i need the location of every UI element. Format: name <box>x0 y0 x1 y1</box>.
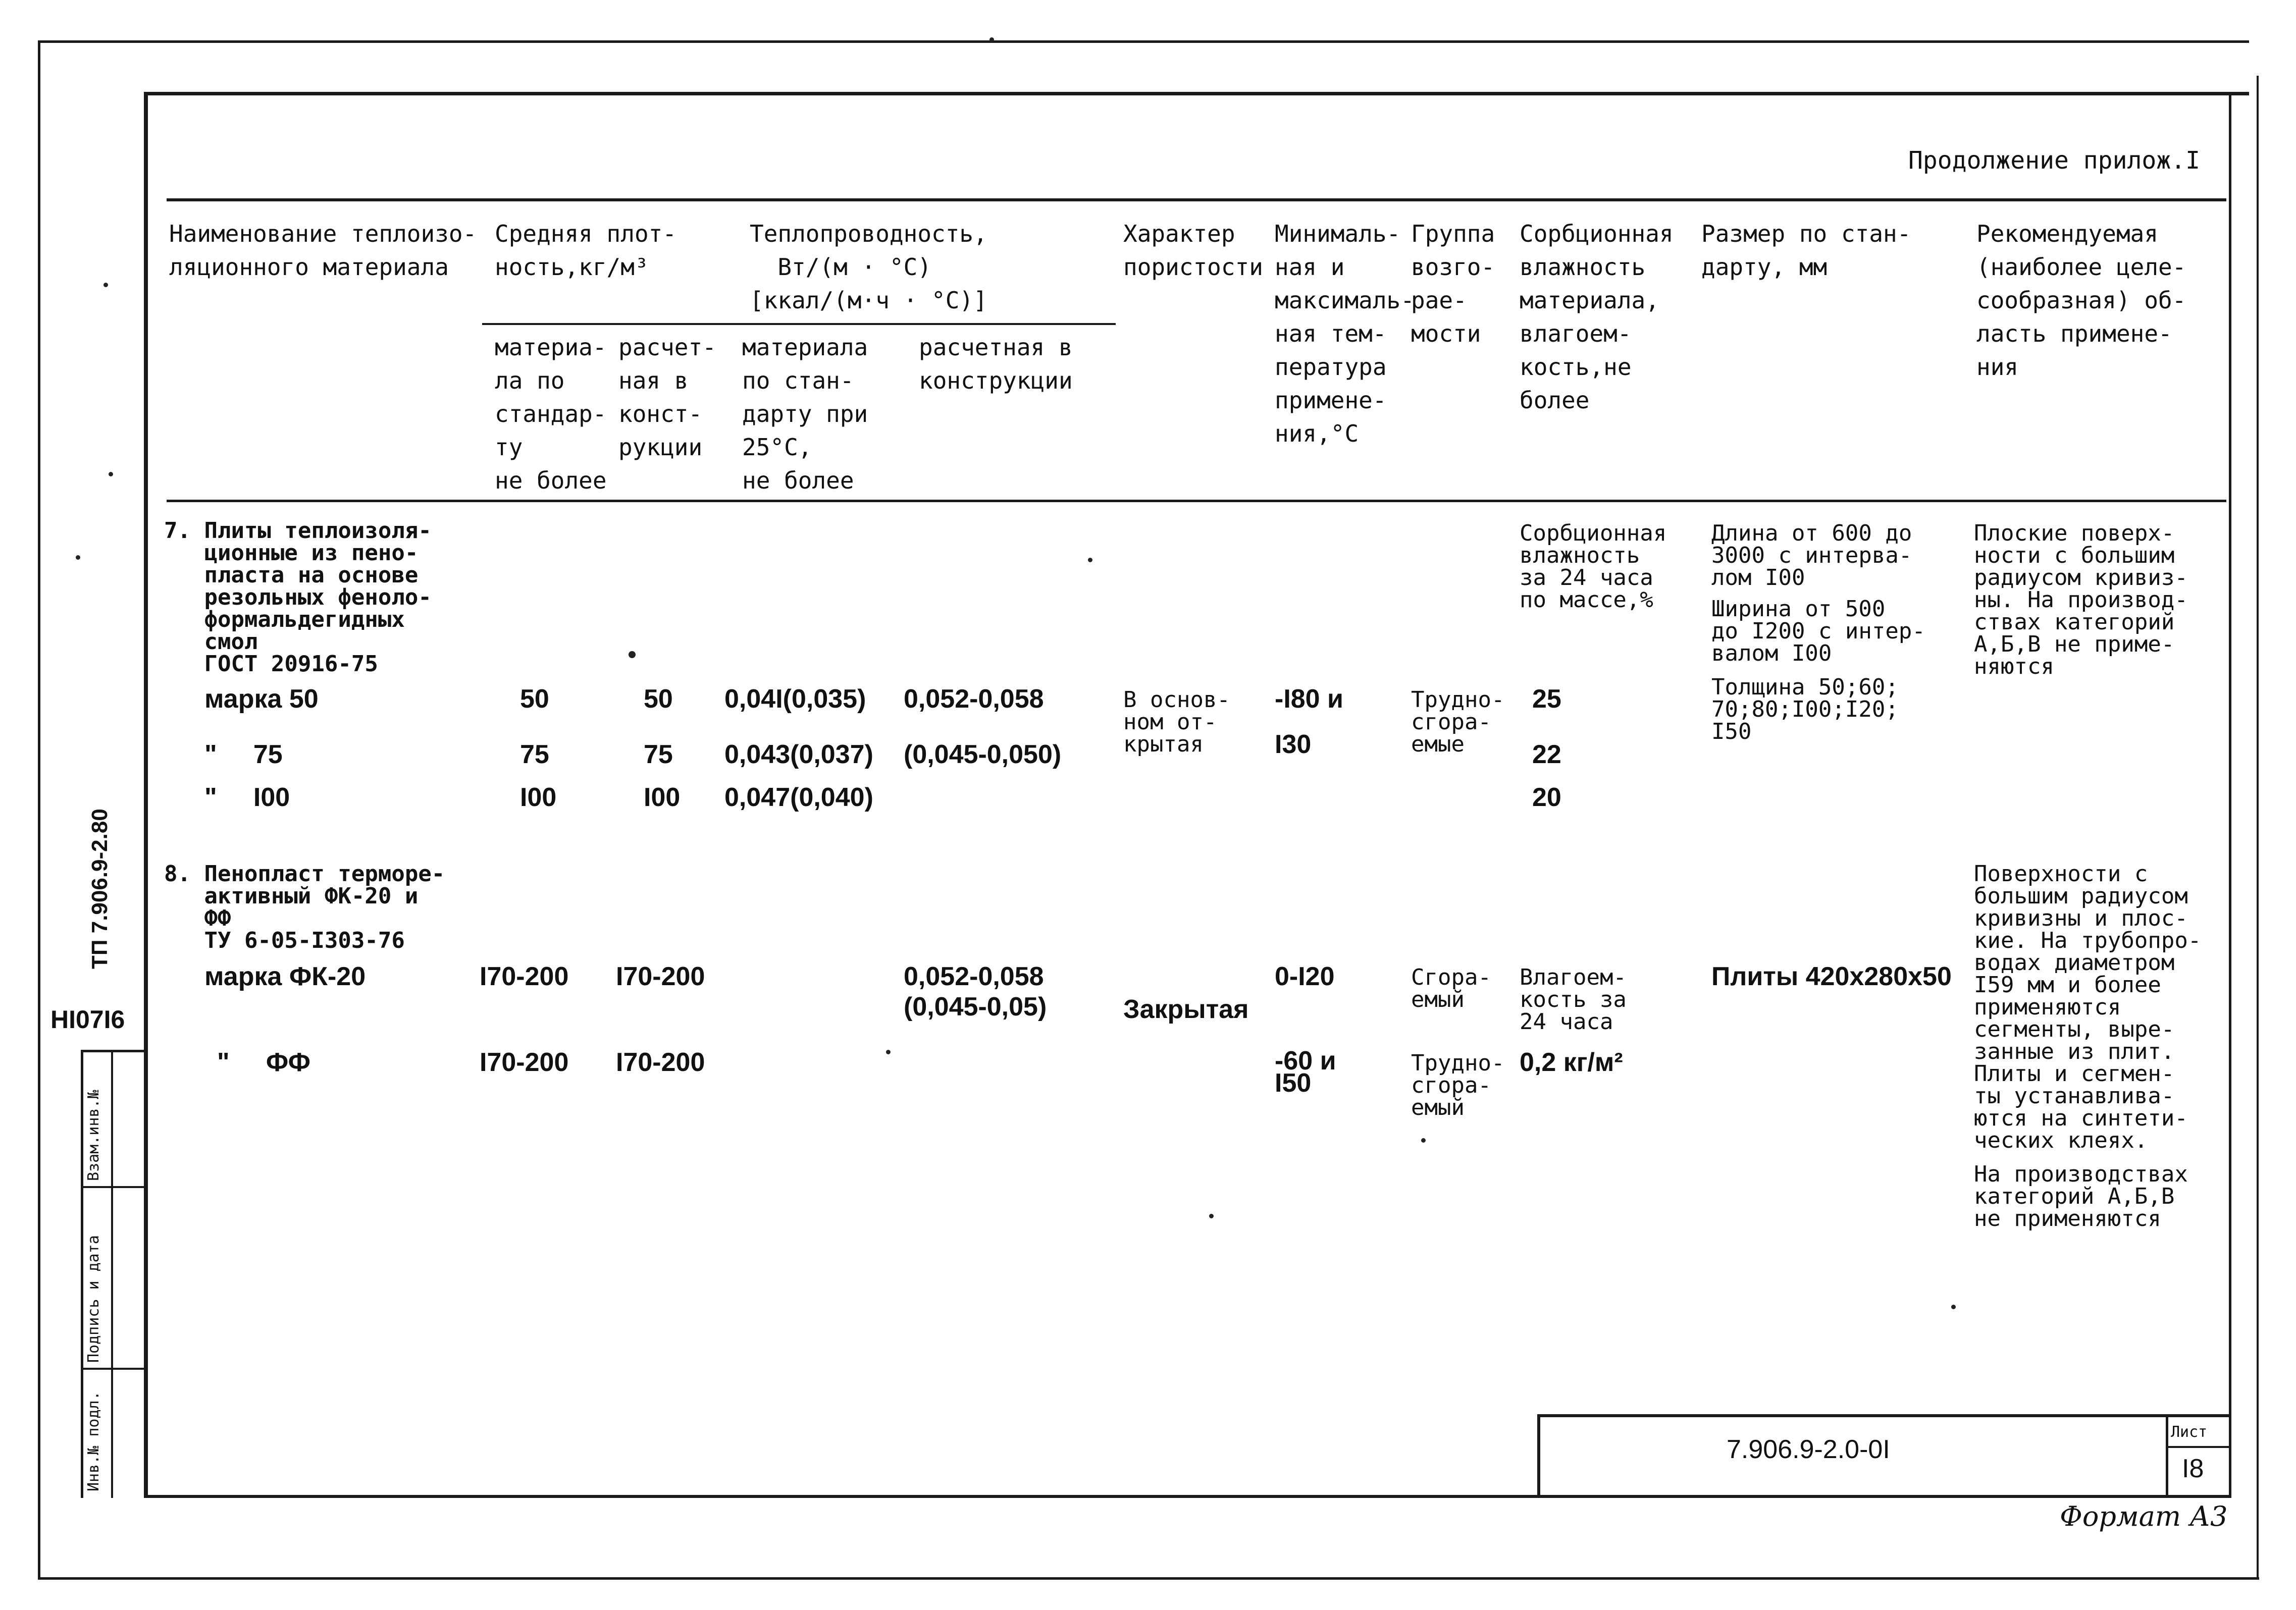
item7-row2-density-design: 75 <box>644 740 673 769</box>
item8-row2-flammability: Трудно- сгора- емый <box>1411 1050 1505 1120</box>
item8-row1-conductivity-design: 0,052-0,058 (0,045-0,05) <box>904 962 1047 1022</box>
margin-stamp-divider-1 <box>81 1186 146 1188</box>
margin-stamp-divider-v <box>111 1050 113 1498</box>
format-label: Формат А3 <box>2060 1500 2228 1532</box>
item8-row1-sorption: Влагоем- кость за 24 часа <box>1520 964 1627 1035</box>
outer-border-right <box>2257 76 2259 1580</box>
header-conductivity-standard: материала по стан- дарту при 25°С, не более <box>742 334 868 494</box>
margin-col3-label: Взам.инв.№ <box>85 1090 102 1181</box>
item8-application-main: Поверхности с большим радиусом кривизны и плос- кие. На трубопро- водах диаметром I59 мм и более применяются сегменты, выре- занные из плит. Плиты и сегмен- ты устанавлива- ются на синтети- ческих клеях. <box>1974 861 2202 1153</box>
item8-row1-density-standard: I70-200 <box>480 962 569 991</box>
header-material-name: Наименование теплоизо- ляционного материала <box>169 220 477 281</box>
header-density-standard: материа- ла по стандар- ту не более <box>495 334 607 494</box>
item7-title: 7. Плиты теплоизоля- ционные из пено- пласта на основе резольных феноло- формальдегидных смол ГОСТ 20916-75 <box>164 518 432 677</box>
header-porosity: Характер пористости <box>1123 220 1263 281</box>
item8-row2-density-design: I70-200 <box>616 1048 705 1077</box>
item7-row3-density-standard: I00 <box>520 783 557 812</box>
item7-row1-sorption: 25 <box>1532 684 1561 714</box>
table-header-top-rule <box>167 198 2226 201</box>
item7-row1-density-design: 50 <box>644 684 673 714</box>
item7-size-thickness: Толщина 50;60; 70;80;I00;I20; I50 <box>1711 674 1899 744</box>
scan-speck <box>629 651 636 658</box>
document-code: 7.906.9-2.0-0I <box>1727 1435 1890 1464</box>
item7-size-width: Ширина от 500 до I200 с интер- валом I00 <box>1711 596 1925 666</box>
header-density-design: расчет- ная в конст- рукции <box>618 334 716 461</box>
item7-porosity: В основ- ном от- крытая <box>1123 687 1230 757</box>
title-block-top <box>1537 1414 2231 1417</box>
item8-row1-label: марка ФК-20 <box>204 962 366 991</box>
header-application: Рекомендуемая (наиболее целе- сообразная) об- ласть примене- ния <box>1976 220 2186 381</box>
item8-row1-temperature: 0-I20 <box>1275 962 1335 991</box>
item7-row3-density-design: I00 <box>644 783 681 812</box>
margin-stamp-divider-2 <box>81 1368 146 1370</box>
margin-stamp-top <box>81 1050 146 1052</box>
scan-speck <box>103 283 108 287</box>
header-sorption: Сорбционная влажность материала, влагоем- кость,не более <box>1520 220 1674 414</box>
item7-row3-conductivity-standard: 0,047(0,040) <box>724 783 873 812</box>
title-block-sheet-divider <box>2166 1414 2168 1498</box>
margin-tp-code: ТП 7.906.9-2.80 <box>87 809 112 969</box>
sheet-label: Лист <box>2171 1423 2208 1441</box>
inner-border-bottom <box>144 1495 2231 1498</box>
scan-speck <box>1951 1305 1956 1309</box>
title-block-left <box>1537 1414 1540 1498</box>
item7-row3-sorption: 20 <box>1532 783 1561 812</box>
header-temperature: Минималь- ная и максималь- ная тем- пература примене- ния,°С <box>1275 220 1415 447</box>
item7-row1-conductivity-design: 0,052-0,058 <box>904 684 1044 714</box>
scan-speck <box>1088 558 1092 562</box>
item7-size-length: Длина от 600 до 3000 с интерва- лом I00 <box>1711 520 1912 591</box>
item8-title: 8. Пенопласт терморе- активный ФК-20 и ФФ ТУ 6-05-I303-76 <box>164 861 445 953</box>
item7-row3-label: " I00 <box>204 783 290 812</box>
margin-col1-label: Инв.№ подл. <box>85 1391 102 1491</box>
scan-speck <box>109 472 113 476</box>
inner-border-right <box>2229 92 2231 1497</box>
item7-application: Плоские поверх- ности с большим радиусом кривиз- ны. На производ- ствах категорий А,Б,В не приме- няются <box>1974 520 2188 679</box>
scan-speck <box>886 1050 891 1054</box>
title-block-sheet-rule <box>2166 1446 2231 1448</box>
item7-row2-sorption: 22 <box>1532 740 1561 769</box>
item7-row1-density-standard: 50 <box>520 684 549 714</box>
outer-border-left <box>38 40 40 1580</box>
item8-row2-label: " ФФ <box>217 1048 310 1077</box>
item8-application-note: На производствах категорий А,Б,В не применяются <box>1974 1161 2188 1231</box>
item7-row2-label: " 75 <box>204 740 283 769</box>
header-conductivity: Теплопроводность, Вт/(м · °С) [ккал/(м·ч · °С)] <box>750 220 987 314</box>
item7-flammability: Трудно- сгора- емые <box>1411 687 1505 757</box>
item7-temp-min: -I80 и <box>1275 684 1344 714</box>
item7-row1-label: марка 50 <box>204 684 319 714</box>
item7-temp-max: I30 <box>1275 730 1312 759</box>
outer-border-top <box>38 40 2249 43</box>
scan-speck <box>1421 1138 1426 1143</box>
item7-row1-conductivity-standard: 0,04I(0,035) <box>724 684 866 714</box>
item8-row1-size: Плиты 420x280x50 <box>1711 962 1952 991</box>
item7-row2-conductivity-standard: 0,043(0,037) <box>724 740 873 769</box>
item7-row2-conductivity-design: (0,045-0,050) <box>904 740 1062 769</box>
header-flammability: Группа возго- рае- мости <box>1411 220 1495 347</box>
item7-sorption-note: Сорбционная влажность за 24 часа по массе,% <box>1520 520 1667 613</box>
margin-col2-label: Подпись и дата <box>85 1235 102 1363</box>
scan-speck <box>1209 1214 1214 1218</box>
scan-speck <box>76 555 80 560</box>
scan-speck <box>989 37 994 42</box>
inner-border-top <box>144 92 2249 95</box>
header-density: Средняя плот- ность,кг/м³ <box>495 220 677 281</box>
sheet-number: I8 <box>2182 1454 2204 1483</box>
header-size: Размер по стан- дарту, мм <box>1701 220 1911 281</box>
inner-border-left <box>144 92 148 1497</box>
margin-inventory-number: HI07I6 <box>50 1005 125 1034</box>
outer-border-bottom <box>38 1577 2259 1580</box>
item8-row2-sorption: 0,2 кг/м² <box>1520 1048 1623 1077</box>
header-conductivity-design: расчетная в конструкции <box>919 334 1073 394</box>
item8-row2-temperature: -60 и I50 <box>1275 1046 1336 1098</box>
continuation-label: Продолжение прилож.I <box>1908 146 2200 175</box>
item8-row1-flammability: Сгора- емый <box>1411 964 1491 1012</box>
item7-row2-density-standard: 75 <box>520 740 549 769</box>
item8-row2-density-standard: I70-200 <box>480 1048 569 1077</box>
table-header-bottom-rule <box>167 500 2226 502</box>
item8-row1-density-design: I70-200 <box>616 962 705 991</box>
margin-stamp-left <box>81 1050 83 1498</box>
item8-row1-porosity: Закрытая <box>1123 995 1249 1024</box>
subheader-rule <box>482 323 1116 325</box>
